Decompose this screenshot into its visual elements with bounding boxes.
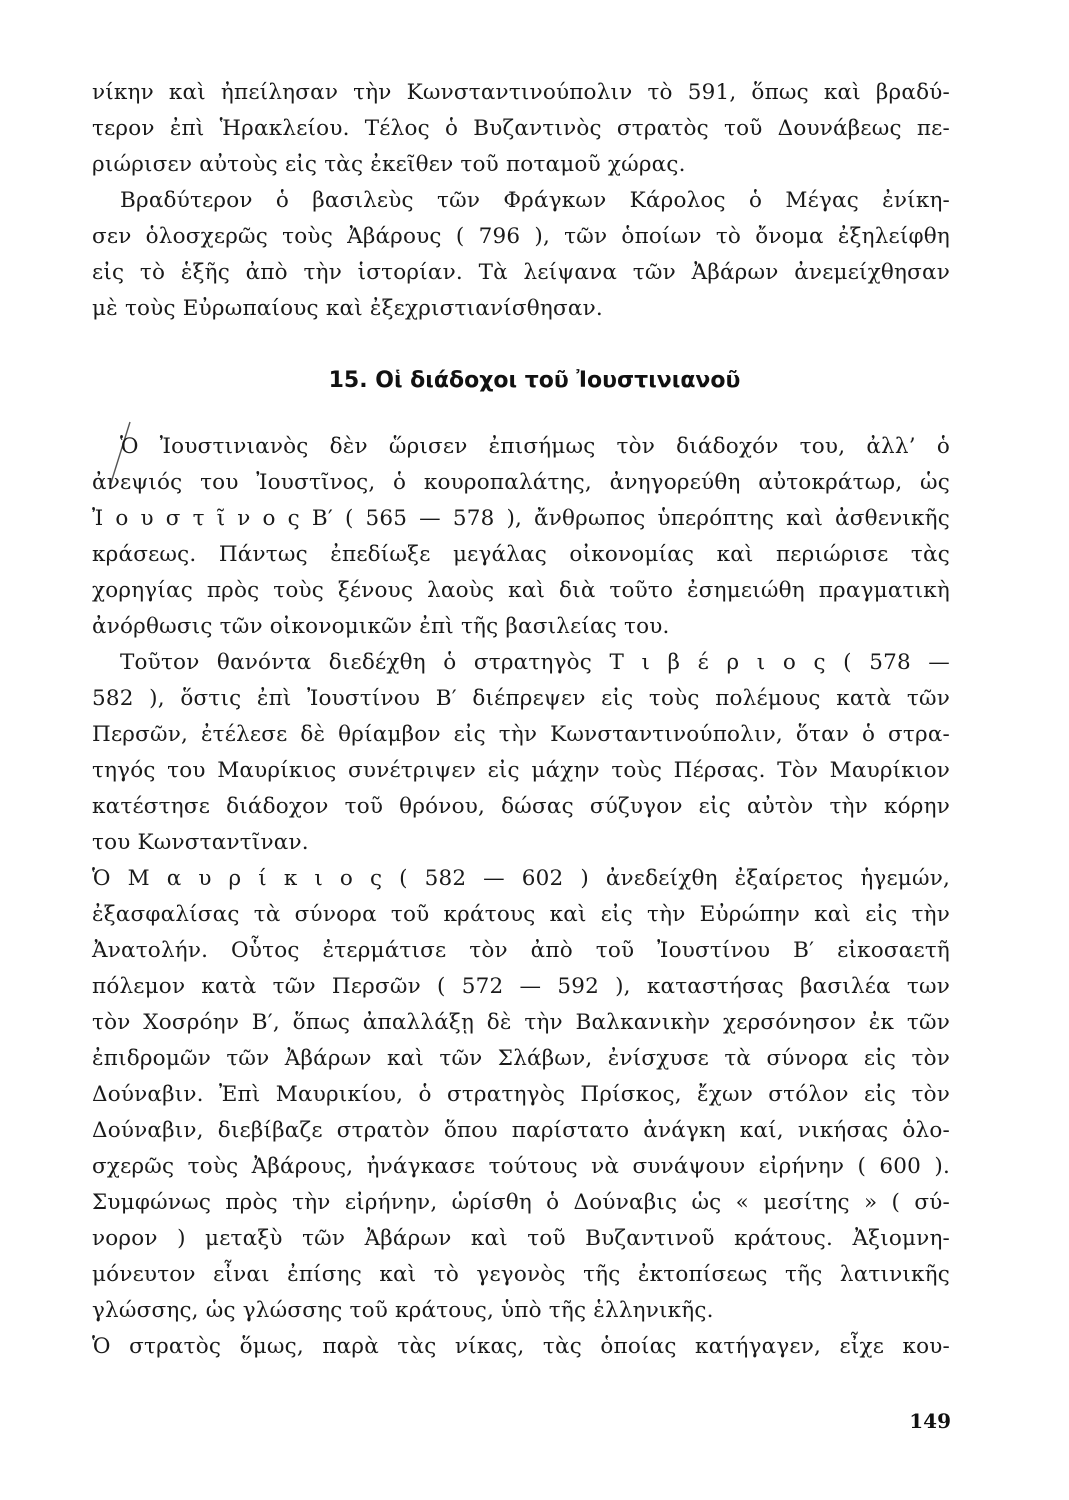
body-text-line: ἐξασφαλίσας τὰ σύνορα τοῦ κράτους καὶ εἰς τὴν Εὐρώπην καὶ εἰς τὴν [92, 902, 950, 927]
body-text-line: νίκην καὶ ἠπείλησαν τὴν Κωνσταντινούπολιν τὸ 591, ὅπως καὶ βραδύ- [92, 80, 950, 105]
body-text-line: ἀνεψιός του Ἰουστῖνος, ὁ κουροπαλάτης, ἀνηγορεύθη αὐτοκράτωρ, ὡς [92, 470, 950, 495]
body-text-line: πόλεμον κατὰ τῶν Περσῶν ( 572 — 592 ), καταστήσας βασιλέα των [92, 974, 950, 999]
body-text-line: ριώρισεν αὐτοὺς εἰς τὰς ἐκεῖθεν τοῦ ποταμοῦ χώρας. [92, 152, 686, 177]
body-text-line: του Κωνσταντῖναν. [92, 830, 309, 855]
body-text-line: τηγός του Μαυρίκιος συνέτριψεν εἰς μάχην τοὺς Πέρσας. Τὸν Μαυρίκιον [92, 758, 950, 783]
body-text-line: τερον ἐπὶ Ἡρακλείου. Τέλος ὁ Βυζαντινὸς στρατὸς τοῦ Δουνάβεως πε- [92, 116, 950, 141]
body-text-line: κράσεως. Πάντως ἐπεδίωξε μεγάλας οἰκονομίας καὶ περιώρισε τὰς [92, 542, 950, 567]
body-text-line: Ὁ Μ α υ ρ ί κ ι ο ς ( 582 — 602 ) ἀνεδείχθη ἐξαίρετος ἡγεμών, [92, 866, 950, 891]
body-text-line: Ὁ Ἰουστινιανὸς δὲν ὥρισεν ἐπισήμως τὸν διάδοχόν του, ἀλλ’ ὁ [120, 434, 950, 459]
body-text-line: Ἰ ο υ σ τ ῖ ν ο ς Β′ ( 565 — 578 ), ἄνθρωπος ὑπερόπτης καὶ ἀσθενικῆς [92, 506, 950, 531]
body-text-line: ἀνόρθωσις τῶν οἰκονομικῶν ἐπὶ τῆς βασιλείας του. [92, 614, 670, 639]
body-text-line: Συμφώνως πρὸς τὴν εἰρήνην, ὡρίσθη ὁ Δούναβις ὡς « μεσίτης » ( σύ- [92, 1190, 950, 1215]
body-text-line: γλώσσης, ὡς γλώσσης τοῦ κράτους, ὑπὸ τῆς ἑλληνικῆς. [92, 1298, 714, 1323]
body-text-line: εἰς τὸ ἑξῆς ἀπὸ τὴν ἱστορίαν. Τὰ λείψανα τῶν Ἀβάρων ἀνεμείχθησαν [92, 260, 950, 285]
body-text-line: Ὁ στρατὸς ὅμως, παρὰ τὰς νίκας, τὰς ὁποίας κατήγαγεν, εἶχε κου- [92, 1334, 950, 1359]
body-text-line: μὲ τοὺς Εὐρωπαίους καὶ ἐξεχριστιανίσθησαν. [92, 296, 603, 321]
body-text-line: σχερῶς τοὺς Ἀβάρους, ἠνάγκασε τούτους νὰ συνάψουν εἰρήνην ( 600 ). [92, 1154, 950, 1179]
body-text-line: Βραδύτερον ὁ βασιλεὺς τῶν Φράγκων Κάρολος ὁ Μέγας ἐνίκη- [120, 188, 950, 213]
body-text-line: τὸν Χοσρόην Β′, ὅπως ἀπαλλάξῃ δὲ τὴν Βαλκανικὴν χερσόνησον ἐκ τῶν [92, 1010, 950, 1035]
body-text-line: Τοῦτον θανόντα διεδέχθη ὁ στρατηγὸς Τ ι β έ ρ ι ο ς ( 578 — [120, 650, 950, 675]
body-text-line: σεν ὁλοσχερῶς τοὺς Ἀβάρους ( 796 ), τῶν ὁποίων τὸ ὄνομα ἐξηλείφθη [92, 224, 950, 249]
body-text-line: νορον ) μεταξὺ τῶν Ἀβάρων καὶ τοῦ Βυζαντινοῦ κράτους. Ἀξιομνη- [92, 1226, 950, 1251]
body-text-line: 582 ), ὅστις ἐπὶ Ἰουστίνου Β′ διέπρεψεν εἰς τοὺς πολέμους κατὰ τῶν [92, 686, 950, 711]
body-text-line: μόνευτον εἶναι ἐπίσης καὶ τὸ γεγονὸς τῆς ἐκτοπίσεως τῆς λατινικῆς [92, 1262, 950, 1287]
body-text-line: Περσῶν, ἐτέλεσε δὲ θρίαμβον εἰς τὴν Κωνσταντινούπολιν, ὅταν ὁ στρα- [92, 722, 950, 747]
page-number: 149 [909, 1409, 951, 1433]
body-text-line: κατέστησε διάδοχον τοῦ θρόνου, δώσας σύζυγον εἰς αὐτὸν τὴν κόρην [92, 794, 950, 819]
body-text-line: Ἀνατολήν. Οὗτος ἐτερμάτισε τὸν ἀπὸ τοῦ Ἰουστίνου Β′ εἰκοσαετῆ [92, 938, 950, 963]
body-text-line: Δούναβιν, διεβίβαζε στρατὸν ὅπου παρίστατο ἀνάγκη καί, νικήσας ὁλο- [92, 1118, 950, 1143]
body-text-line: Δούναβιν. Ἐπὶ Μαυρικίου, ὁ στρατηγὸς Πρίσκος, ἔχων στόλον εἰς τὸν [92, 1082, 950, 1107]
section-heading: 15. Οἱ διάδοχοι τοῦ Ἰουστινιανοῦ [328, 368, 741, 393]
body-text-line: ἐπιδρομῶν τῶν Ἀβάρων καὶ τῶν Σλάβων, ἐνίσχυσε τὰ σύνορα εἰς τὸν [92, 1046, 950, 1071]
body-text-line: χορηγίας πρὸς τοὺς ξένους λαοὺς καὶ διὰ τοῦτο ἐσημειώθη πραγματικὴ [92, 578, 950, 603]
